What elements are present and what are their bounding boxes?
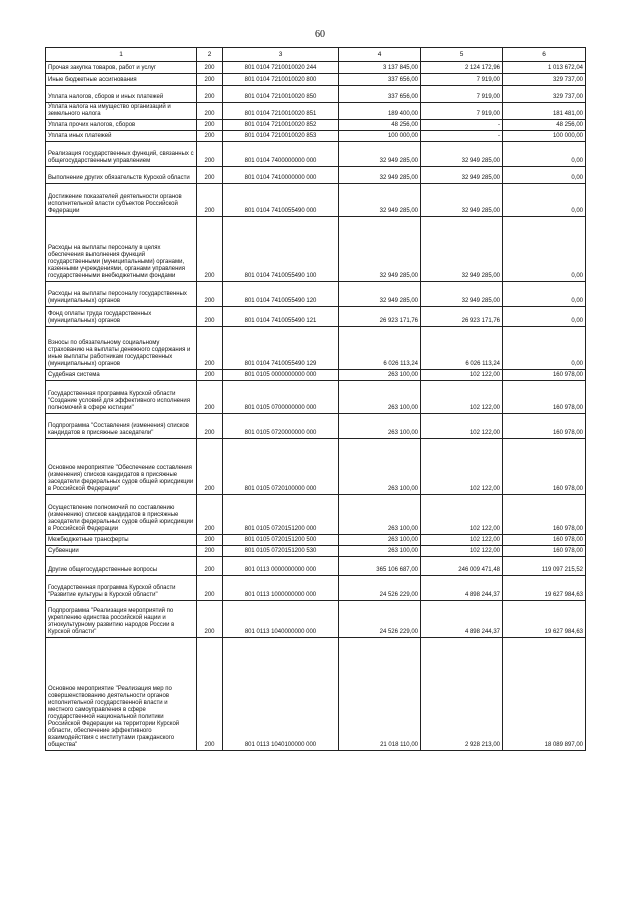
table-row — [46, 638, 586, 751]
row-name: Субвенции — [46, 546, 197, 557]
row-amount-col6: 160 978,00 — [503, 370, 586, 381]
row-classification-code: 801 0104 7410055490 120 — [223, 282, 339, 307]
row-classification-code: 801 0104 7210010020 853 — [223, 131, 339, 142]
row-ved-code: 200 — [197, 167, 223, 184]
row-classification-code: 801 0104 7410055490 121 — [223, 307, 339, 327]
row-amount-col6: 0,00 — [503, 217, 586, 282]
column-header-1: 1 — [46, 48, 197, 62]
row-amount-col5: 102 122,00 — [421, 381, 503, 414]
row-name: Фонд оплаты труда государственных (муниципальных) органов — [46, 307, 197, 327]
row-amount-col5: 7 919,00 — [421, 103, 503, 120]
row-ved-code: 200 — [197, 217, 223, 282]
row-amount-col6: 160 978,00 — [503, 546, 586, 557]
row-amount-col5: 32 949 285,00 — [421, 217, 503, 282]
page-number: 60 — [315, 29, 325, 40]
row-amount-col4: 32 949 285,00 — [339, 217, 421, 282]
row-amount-col6: 48 256,00 — [503, 120, 586, 131]
row-ved-code: 200 — [197, 62, 223, 74]
row-ved-code: 200 — [197, 103, 223, 120]
row-ved-code: 200 — [197, 576, 223, 601]
row-classification-code: 801 0105 0700000000 000 — [223, 381, 339, 414]
table-row — [46, 282, 586, 307]
row-amount-col5: 102 122,00 — [421, 370, 503, 381]
row-classification-code: 801 0105 0720100000 000 — [223, 439, 339, 495]
row-amount-col6: 160 978,00 — [503, 535, 586, 546]
row-amount-col4: 6 026 113,24 — [339, 327, 421, 370]
table-row — [46, 142, 586, 167]
table-row — [46, 120, 586, 131]
row-amount-col5: 102 122,00 — [421, 439, 503, 495]
row-amount-col6: 160 978,00 — [503, 439, 586, 495]
row-ved-code: 200 — [197, 74, 223, 86]
table-row — [46, 381, 586, 414]
row-amount-col4: 263 100,00 — [339, 381, 421, 414]
row-amount-col6: 160 978,00 — [503, 381, 586, 414]
row-name: Основное мероприятие "Реализация мер по совершенствованию деятельности органов исполнительной государственной власти и местного самоуправления в сфере государственной национальной политики Российской Федерации на территории Курской области, обеспечение эффективного взаимодействия с институтами гражданского общества" — [46, 638, 197, 751]
column-header-6: 6 — [503, 48, 586, 62]
row-amount-col5: 102 122,00 — [421, 495, 503, 535]
table-row — [46, 184, 586, 217]
row-name: Судебная система — [46, 370, 197, 381]
row-amount-col4: 32 949 285,00 — [339, 167, 421, 184]
row-classification-code: 801 0104 7410055490 000 — [223, 184, 339, 217]
row-ved-code: 200 — [197, 638, 223, 751]
row-amount-col6: 0,00 — [503, 142, 586, 167]
row-amount-col4: 3 137 845,00 — [339, 62, 421, 74]
row-classification-code: 801 0105 0720151200 530 — [223, 546, 339, 557]
row-classification-code: 801 0113 0000000000 000 — [223, 557, 339, 576]
table-row — [46, 62, 586, 74]
row-classification-code: 801 0104 7210010020 800 — [223, 74, 339, 86]
row-amount-col4: 189 400,00 — [339, 103, 421, 120]
row-amount-col6: 1 013 672,04 — [503, 62, 586, 74]
row-amount-col6: 0,00 — [503, 307, 586, 327]
row-ved-code: 200 — [197, 381, 223, 414]
table-row — [46, 495, 586, 535]
row-name: Иные бюджетные ассигнования — [46, 74, 197, 86]
table-row — [46, 370, 586, 381]
row-name: Государственная программа Курской области "Развитие культуры в Курской области" — [46, 576, 197, 601]
table-row — [46, 103, 586, 120]
row-amount-col4: 48 256,00 — [339, 120, 421, 131]
row-amount-col5: 2 928 213,00 — [421, 638, 503, 751]
row-ved-code: 200 — [197, 414, 223, 439]
row-amount-col5: 32 949 285,00 — [421, 167, 503, 184]
row-name: Подпрограмма "Составления (изменения) списков кандидатов в присяжные заседатели" — [46, 414, 197, 439]
row-amount-col6: 19 627 984,63 — [503, 576, 586, 601]
table-row — [46, 601, 586, 638]
row-amount-col6: 329 737,00 — [503, 74, 586, 86]
row-ved-code: 200 — [197, 307, 223, 327]
row-amount-col6: 0,00 — [503, 327, 586, 370]
row-classification-code: 801 0104 7210010020 851 — [223, 103, 339, 120]
row-name: Уплата прочих налогов, сборов — [46, 120, 197, 131]
column-header-3: 3 — [223, 48, 339, 62]
row-amount-col4: 24 526 229,00 — [339, 601, 421, 638]
row-name: Расходы на выплаты персоналу государственных (муниципальных) органов — [46, 282, 197, 307]
row-name: Межбюджетные трансферты — [46, 535, 197, 546]
row-name: Основное мероприятие "Обеспечение составления (изменения) списков кандидатов в присяжные заседатели федеральных судов общей юрисдикции в Российской Федерации" — [46, 439, 197, 495]
row-amount-col4: 337 656,00 — [339, 86, 421, 103]
row-amount-col4: 263 100,00 — [339, 535, 421, 546]
row-amount-col4: 21 018 110,00 — [339, 638, 421, 751]
row-name: Уплата налогов, сборов и иных платежей — [46, 86, 197, 103]
table-row — [46, 546, 586, 557]
row-amount-col6: 119 097 215,52 — [503, 557, 586, 576]
row-amount-col6: 160 978,00 — [503, 414, 586, 439]
row-classification-code: 801 0104 7210010020 850 — [223, 86, 339, 103]
row-ved-code: 200 — [197, 535, 223, 546]
row-amount-col5: 102 122,00 — [421, 414, 503, 439]
row-amount-col5: 32 949 285,00 — [421, 184, 503, 217]
row-amount-col5: 102 122,00 — [421, 546, 503, 557]
table-row — [46, 439, 586, 495]
row-amount-col6: 329 737,00 — [503, 86, 586, 103]
row-name: Уплата иных платежей — [46, 131, 197, 142]
row-ved-code: 200 — [197, 370, 223, 381]
row-classification-code: 801 0113 1000000000 000 — [223, 576, 339, 601]
row-amount-col4: 263 100,00 — [339, 370, 421, 381]
row-name: Расходы на выплаты персоналу в целях обеспечения выполнения функций государственными (муниципальными) органами, казенными учреждениями, органами управления государственными внебюджетными фондами — [46, 217, 197, 282]
row-classification-code: 801 0104 7410000000 000 — [223, 167, 339, 184]
row-amount-col5: 7 919,00 — [421, 74, 503, 86]
row-ved-code: 200 — [197, 184, 223, 217]
row-amount-col4: 100 000,00 — [339, 131, 421, 142]
table-row — [46, 414, 586, 439]
row-ved-code: 200 — [197, 120, 223, 131]
budget-table-body — [46, 62, 586, 751]
row-classification-code: 801 0104 7410055490 129 — [223, 327, 339, 370]
row-amount-col6: 18 089 897,00 — [503, 638, 586, 751]
row-amount-col5: 26 923 171,76 — [421, 307, 503, 327]
row-amount-col5: 32 949 285,00 — [421, 142, 503, 167]
table-header-row — [46, 48, 586, 62]
row-classification-code: 801 0104 7410055490 100 — [223, 217, 339, 282]
row-ved-code: 200 — [197, 546, 223, 557]
row-name: Прочая закупка товаров, работ и услуг — [46, 62, 197, 74]
row-amount-col4: 263 100,00 — [339, 439, 421, 495]
row-name: Государственная программа Курской области "Создание условий для эффективного исполнения полномочий в сфере юстиции" — [46, 381, 197, 414]
row-classification-code: 801 0104 7210010020 852 — [223, 120, 339, 131]
row-ved-code: 200 — [197, 142, 223, 167]
budget-table — [45, 47, 586, 751]
row-amount-col4: 32 949 285,00 — [339, 142, 421, 167]
row-classification-code: 801 0113 1040000000 000 — [223, 601, 339, 638]
row-amount-col6: 0,00 — [503, 184, 586, 217]
row-amount-col4: 24 526 229,00 — [339, 576, 421, 601]
row-amount-col6: 160 978,00 — [503, 495, 586, 535]
row-name: Реализация государственных функций, связанных с общегосударственным управлением — [46, 142, 197, 167]
table-row — [46, 86, 586, 103]
row-amount-col5: 4 898 244,37 — [421, 576, 503, 601]
row-amount-col4: 26 923 171,76 — [339, 307, 421, 327]
row-ved-code: 200 — [197, 601, 223, 638]
row-ved-code: 200 — [197, 282, 223, 307]
row-classification-code: 801 0104 7210010020 244 — [223, 62, 339, 74]
row-classification-code: 801 0105 0720151200 000 — [223, 495, 339, 535]
table-row — [46, 131, 586, 142]
row-amount-col6: 181 481,00 — [503, 103, 586, 120]
row-amount-col5: - — [421, 120, 503, 131]
row-amount-col6: 0,00 — [503, 282, 586, 307]
table-row — [46, 535, 586, 546]
row-amount-col5: 102 122,00 — [421, 535, 503, 546]
row-amount-col5: 4 898 244,37 — [421, 601, 503, 638]
table-row — [46, 557, 586, 576]
row-name: Взносы по обязательному социальному страхованию на выплаты денежного содержания и иные выплаты работникам государственных (муниципальных) органов — [46, 327, 197, 370]
row-name: Выполнение других обязательств Курской области — [46, 167, 197, 184]
row-amount-col4: 337 656,00 — [339, 74, 421, 86]
row-amount-col5: 246 009 471,48 — [421, 557, 503, 576]
row-amount-col5: 32 949 285,00 — [421, 282, 503, 307]
row-name: Уплата налога на имущество организаций и земельного налога — [46, 103, 197, 120]
row-ved-code: 200 — [197, 131, 223, 142]
column-header-4: 4 — [339, 48, 421, 62]
table-row — [46, 167, 586, 184]
row-amount-col4: 32 949 285,00 — [339, 184, 421, 217]
row-ved-code: 200 — [197, 327, 223, 370]
row-amount-col4: 263 100,00 — [339, 495, 421, 535]
table-row — [46, 74, 586, 86]
row-ved-code: 200 — [197, 439, 223, 495]
row-classification-code: 801 0105 0720151200 500 — [223, 535, 339, 546]
row-amount-col4: 32 949 285,00 — [339, 282, 421, 307]
row-amount-col5: 2 124 172,96 — [421, 62, 503, 74]
row-ved-code: 200 — [197, 495, 223, 535]
row-classification-code: 801 0105 0000000000 000 — [223, 370, 339, 381]
row-amount-col5: - — [421, 131, 503, 142]
row-classification-code: 801 0105 0720000000 000 — [223, 414, 339, 439]
row-amount-col6: 0,00 — [503, 167, 586, 184]
row-ved-code: 200 — [197, 86, 223, 103]
row-name: Достижение показателей деятельности органов исполнительной власти субъектов Российской Федерации — [46, 184, 197, 217]
row-amount-col4: 263 100,00 — [339, 414, 421, 439]
column-header-5: 5 — [421, 48, 503, 62]
row-name: Другие общегосударственные вопросы — [46, 557, 197, 576]
table-row — [46, 217, 586, 282]
row-amount-col4: 365 106 687,00 — [339, 557, 421, 576]
row-name: Подпрограмма "Реализация мероприятий по укреплению единства российской нации и этнокультурному развитию народов России в Курской области" — [46, 601, 197, 638]
table-row — [46, 327, 586, 370]
row-classification-code: 801 0113 1040100000 000 — [223, 638, 339, 751]
row-amount-col6: 19 627 984,63 — [503, 601, 586, 638]
row-classification-code: 801 0104 7400000000 000 — [223, 142, 339, 167]
table-row — [46, 307, 586, 327]
row-amount-col4: 263 100,00 — [339, 546, 421, 557]
table-row — [46, 576, 586, 601]
row-amount-col6: 100 000,00 — [503, 131, 586, 142]
row-ved-code: 200 — [197, 557, 223, 576]
row-amount-col5: 6 026 113,24 — [421, 327, 503, 370]
row-amount-col5: 7 919,00 — [421, 86, 503, 103]
row-name: Осуществление полномочий по составлению (изменению) списков кандидатов в присяжные заседатели федеральных судов общей юрисдикции в Российской Федерации — [46, 495, 197, 535]
column-header-2: 2 — [197, 48, 223, 62]
